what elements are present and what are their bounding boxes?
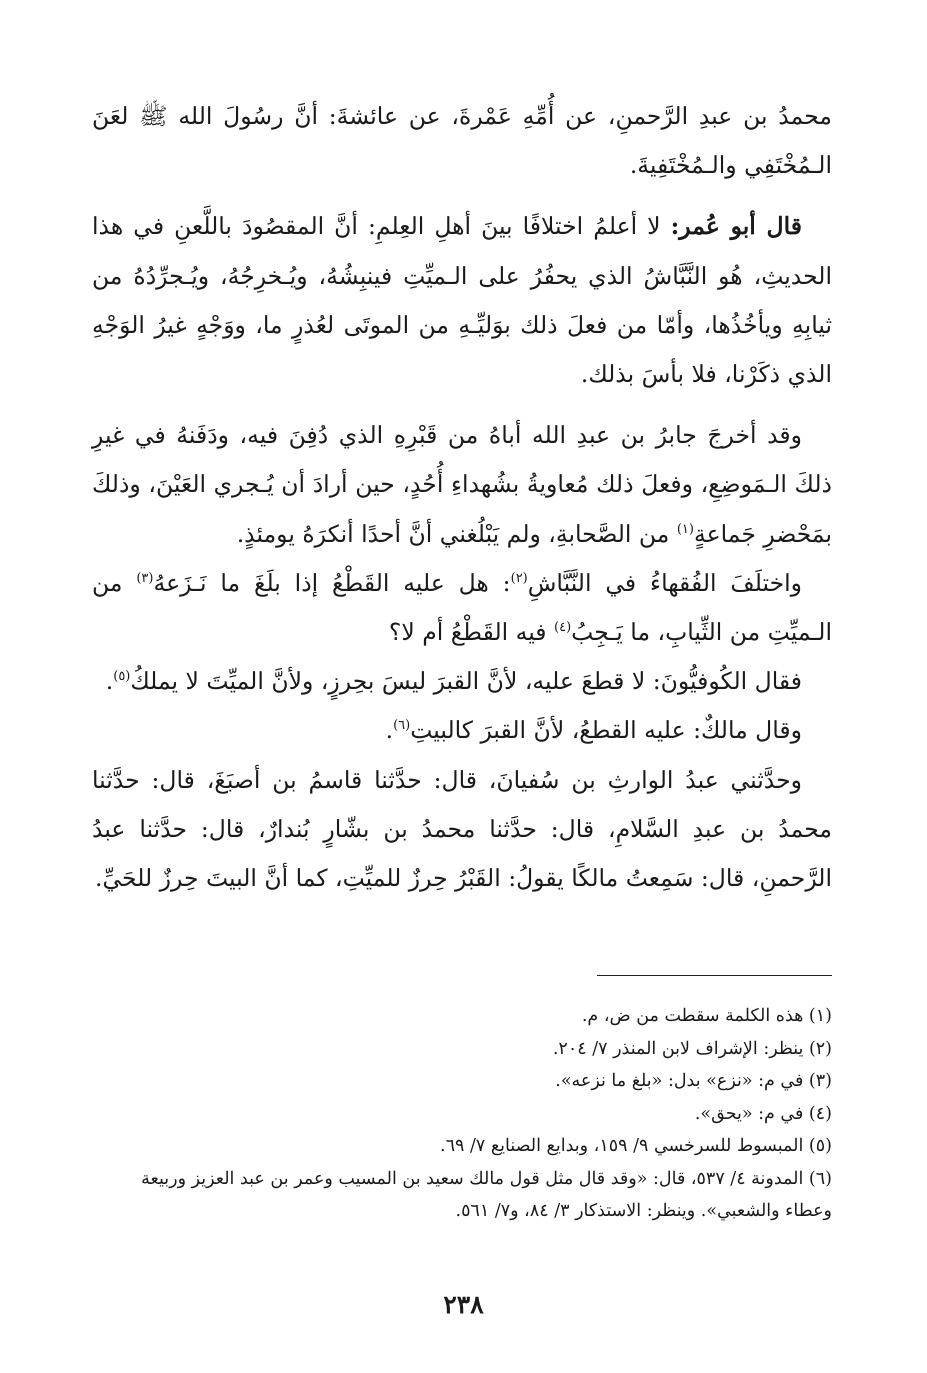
footnotes xyxy=(92,1000,832,1228)
paragraph-5 xyxy=(92,657,832,706)
paragraph-3 xyxy=(92,411,832,559)
paragraph-7 xyxy=(92,756,832,904)
paragraph-5-text-a: فقال الكُوفيُّونَ: لا قطعَ عليه، لأنَّ القبرَ ليسَ بحِرزٍ، ولأنَّ الميِّتَ لا يملكُ xyxy=(130,667,802,696)
paragraph-4-text-a: واختلَفَ الفُقهاءُ في النَّبَّاشِ xyxy=(527,568,802,597)
paragraph-6-text-a: وقال مالكٌ: عليه القطعُ، لأنَّ القبرَ كالبيتِ xyxy=(410,716,802,745)
footnote-separator xyxy=(597,975,832,976)
footnote-ref-5[interactable]: (٥) xyxy=(113,669,131,685)
paragraph-5-text-b: . xyxy=(105,667,114,696)
footnote-ref-4[interactable]: (٤) xyxy=(554,620,572,636)
paragraph-3-text-b: من الصَّحابةِ، ولم يَبْلُغني أنَّ أحدًا أنكرَهُ يومئذٍ. xyxy=(236,519,677,548)
paragraph-3-text-a: وقد أخرجَ جابرُ بن عبدِ الله أباهُ من قَبْرِهِ الذي دُفِنَ فيه، ودَفَنهُ في غيرِ ذلكَ الـمَوضِعِ، وفعلَ ذلك مُعاويةُ بشُهداءِ أُحُدٍ، حين أرادَ أن يُـجري العَيْنَ، وذلكَ بمَحْضرِ جَماعةٍ xyxy=(92,421,832,548)
paragraph-4-text-b: : هل عليه القَطْعُ إذا بلَغَ ما نَـزَعهُ xyxy=(153,568,511,597)
paragraph-1 xyxy=(92,92,832,190)
paragraph-2-text: لا أعلمُ اختلافًا بينَ أهلِ العِلمِ: أنَّ المقصُودَ باللَّعنِ في هذا الحديثِ، هُو النَّبَّاشُ الذي يحفُرُ على الـميِّتِ فينبِشُهُ، ويُـخرِجُهُ، ويُـجرِّدُهُ من ثيابِهِ ويأخُذُها، وأمّا من فعلَ ذلك بوَليِّـهِ من الموتَى لعُذرٍ ما، ووَجْهٍ غيرُ الوَجْهِ الذي ذكَرْنا، فلا بأسَ بذلك. xyxy=(92,212,832,389)
speaker-label: قال أبو عُمر: xyxy=(670,212,802,241)
paragraph-4-text-c: من الـميِّتِ من الثِّيابِ، ما يَـجِبُ xyxy=(92,568,832,647)
main-text xyxy=(92,92,832,903)
footnote-1: (١) هذه الكلمة سقطت من ض، م. xyxy=(581,1006,832,1026)
footnote-ref-1[interactable]: (١) xyxy=(676,521,694,537)
paragraph-6 xyxy=(92,706,832,755)
paragraph-1-text: محمدُ بن عبدِ الرَّحمنِ، عن أُمِّهِ عَمْرةَ، عن عائشةَ: أنَّ رسُولَ الله ﷺ لعَنَ الـمُخْتَفِي والـمُخْتَفِيةَ. xyxy=(92,102,832,180)
footnote-3: (٣) في م: «نزع» بدل: «بلغ ما نزعه». xyxy=(555,1071,832,1091)
paragraph-2 xyxy=(92,202,832,399)
page-number: ٢٣٨ xyxy=(443,1290,484,1319)
footnote-2: (٢) ينظر: الإشراف لابن المنذر ٧/ ٢٠٤. xyxy=(552,1038,832,1059)
footnote-ref-6[interactable]: (٦) xyxy=(393,718,411,734)
paragraph-4 xyxy=(92,559,832,657)
paragraph-7-text: وحدَّثني عبدُ الوارثِ بن سُفيانَ، قال: حدَّثنا قاسمُ بن أصبَغَ، قال: حدَّثنا محمدُ بن عبدِ السَّلامِ، قال: حدَّثنا محمدُ بن بشّارٍ بُندارٌ، قال: حدَّثنا عبدُ الرَّحمنِ، قال: سَمِعتُ مالكًا يقولُ: القَبْرُ حِرزٌ للميِّتِ، كما أنَّ البيتَ حِرزٌ للحَيِّ. xyxy=(92,765,832,893)
footnote-4: (٤) في م: «يحق». xyxy=(694,1103,832,1124)
footnote-5: (٥) المبسوط للسرخسي ٩/ ١٥٩، وبدايع الصنايع ٧/ ٦٩. xyxy=(440,1136,832,1156)
paragraph-4-text-d: فيه القَطْعُ أم لا؟ xyxy=(388,618,555,647)
paragraph-6-text-b: . xyxy=(385,716,394,745)
footnote-ref-2[interactable]: (٢) xyxy=(510,571,528,586)
footnote-ref-3[interactable]: (٣) xyxy=(136,571,154,586)
footnote-6: (٦) المدونة ٤/ ٥٣٧، قال: «وقد قال مثل قول مالك سعيد بن المسيب وعمر بن عبد العزيز وربيعة وعطاء والشعبي». وينظر: الاستذكار ٣/ ٨٤، و٧/ ٥٦١. xyxy=(141,1168,832,1221)
